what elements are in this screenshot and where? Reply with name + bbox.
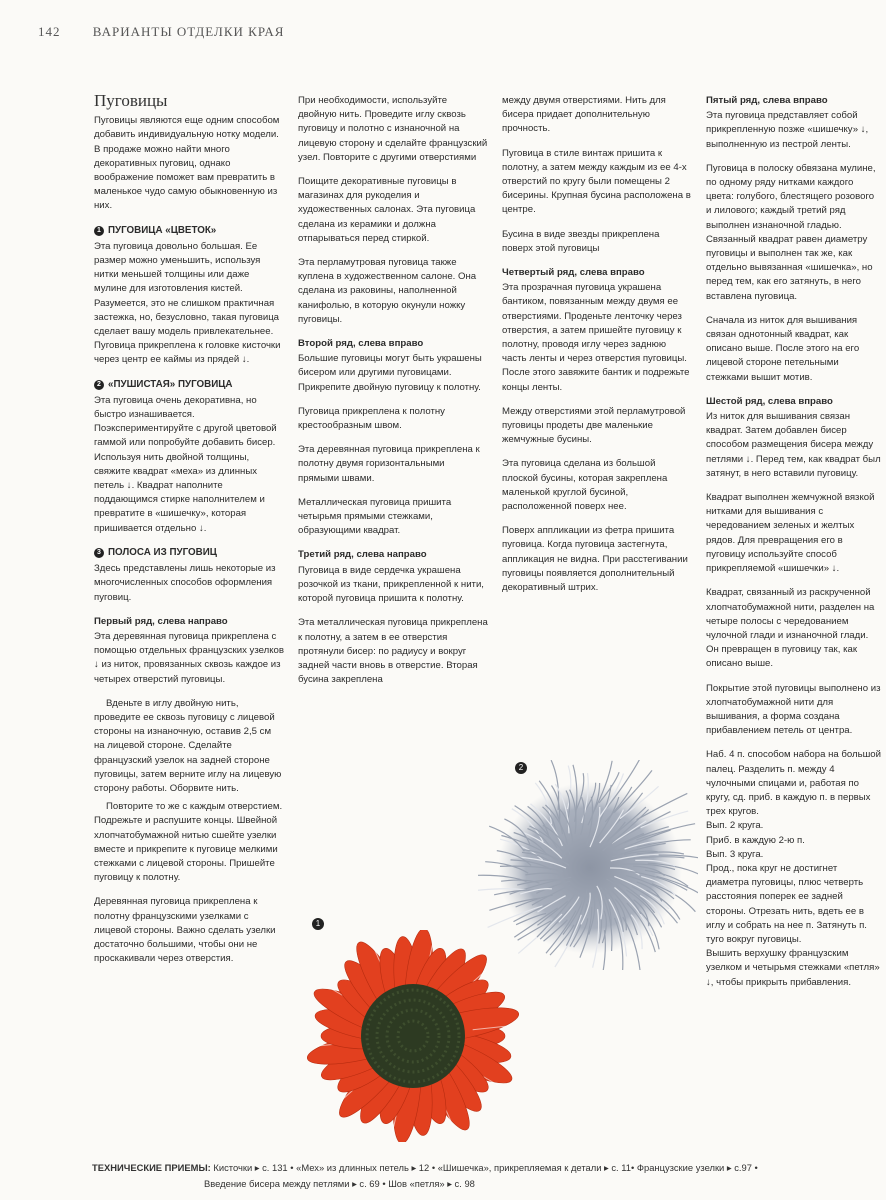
- page-number: 142: [38, 24, 61, 39]
- paragraph: Пуговица в полоску обвязана мулине, по одному ряду нитками каждого цвета: голубого, блестящего розового и лилового; каждый третий ряд выполнен изнаночной гладью. Связанный квадрат равен диаметру пуговицы и выполнен так же, как отдельно вывязанная «шишечка», но перед тем, как его затянуть, в него вставлена пуговица.: [706, 162, 876, 302]
- figure-label-2: 2: [515, 762, 527, 774]
- row-heading: Шестой ряд, слева вправо: [706, 395, 833, 407]
- instruction: Вышить верхушку французским узелком и четырьмя стежками «петля» ↓, чтобы прикрыть прибавления.: [706, 948, 880, 988]
- paragraph: Эта металлическая пуговица прикреплена к полотну, а затем в ее отверстия протянули бисер: по радиусу и вокруг задней части вновь в отверстие. Вторая бусина закреплена: [298, 617, 488, 686]
- number-badge: 3: [94, 548, 104, 558]
- paragraph: Поверх аппликации из фетра пришита пуговица. Когда пуговица застегнута, аппликация не видна. При расстегивании пуговицы появляется дополнительный декоративный штрих.: [502, 525, 688, 594]
- paragraph: Пуговица в стиле винтаж пришита к полотну, а затем между каждым из ее 4-х отверстий по кругу были помещены 2 бисерины. Крупная бусина расположена в центре.: [502, 147, 691, 216]
- paragraph: Эта деревянная пуговица прикреплена с помощью отдельных французских узелков ↓ из ниток, провязанных сквозь каждое из четырех отверстий пуговицы.: [94, 630, 284, 685]
- row-heading: Четвертый ряд, слева вправо: [502, 267, 645, 279]
- paragraph: Эта пуговица сделана из большой плоской бусины, которая закреплена маленькой круглой бусиной, расположенной поверх нее.: [502, 458, 668, 513]
- paragraph: Покрытие этой пуговицы выполнено из хлопчатобумажной нити для вышивания, а форма создана прибавлением петель от центра.: [706, 682, 881, 737]
- flower-button-image: [282, 930, 544, 1142]
- subsection-heading: 3 ПОЛОСА ИЗ ПУГОВИЦ: [94, 546, 284, 560]
- row-heading: Первый ряд, слева направо: [94, 615, 228, 627]
- paragraph: Эта пуговица представляет собой прикрепленную позже «шишечку» ↓, выполненную из пестрой ленты.: [706, 110, 869, 150]
- column-4: [706, 94, 882, 1000]
- column-2: [298, 94, 488, 697]
- paragraph: Бусина в виде звезды прикреплена поверх этой пуговицы: [502, 228, 660, 254]
- number-badge: 1: [94, 226, 104, 236]
- paragraph: Пуговица прикреплена к полотну крестообразным швом.: [298, 405, 445, 432]
- paragraph: Эта пуговица очень декоративна, но быстро изнашивается. Поэкспериментируйте с другой цветовой гаммой или попробуйте добавить бисер. Используя нить двойной толщины, свяжите квадрат «меха» из длинных петель ↓. Квадрат наполните поддающимся стирке наполнителем и превратите в «шишечку», которая пришивается отдельно ↓.: [94, 394, 277, 534]
- paragraph: Пуговица прикреплена к головке кисточки через центр ее каймы из прядей ↓.: [94, 340, 281, 366]
- paragraph: Пуговица в виде сердечка украшена розочкой из ткани, прикрепленной к нити, которой пуговица пришита к полотну.: [298, 564, 484, 605]
- paragraph: Металлическая пуговица пришита четырьмя прямыми стежками, образующими квадрат.: [298, 496, 452, 537]
- column-1: [94, 91, 284, 976]
- paragraph: Здесь представлены лишь некоторые из многочисленных способов оформления пуговиц.: [94, 563, 276, 603]
- paragraph: Между отверстиями этой перламутровой пуговицы продеты две маленькие жемчужные бусины.: [502, 405, 686, 446]
- paragraph: Эта деревянная пуговица прикреплена к полотну двумя горизонтальными прямыми швами.: [298, 444, 480, 484]
- column-3: [502, 94, 692, 605]
- paragraph: Эта перламутровая пуговица также куплена в художественном салоне. Она сделана из раковины, наполненной канифолью, в которую окунули ножку пуговицы.: [298, 257, 477, 325]
- pompom-body: [498, 782, 682, 954]
- paragraph: Деревянная пуговица прикреплена к полотну французскими узелками с лицевой стороны. Важно сделать узелки достаточно большими, чтобы они не проскакивали через отверстия.: [94, 896, 276, 965]
- row-heading: Третий ряд, слева направо: [298, 549, 427, 561]
- running-title: ВАРИАНТЫ ОТДЕЛКИ КРАЯ: [92, 24, 285, 39]
- section-title: Пуговицы: [94, 91, 168, 110]
- paragraph: Поищите декоративные пуговицы в магазинах для рукоделия и художественных салонах. Эта пуговица сделана из керамики и должна отпарываться перед стиркой.: [298, 176, 476, 244]
- paragraph: Эта прозрачная пуговица украшена бантиком, повязанным между двумя ее отверстиями. Проденьте ленточку через отверстия, а затем пришейте пуговицу к полотну, проводя иглу через заднюю часть ленты и через отверстия пуговицы. После этого завяжите бантик и подрежьте концы ленты.: [502, 282, 690, 393]
- paragraph: между двумя отверстиями. Нить для бисера придает дополнительную прочность.: [502, 95, 666, 135]
- subsection-heading: 2 «ПУШИСТАЯ» ПУГОВИЦА: [94, 378, 284, 392]
- instruction: Приб. в каждую 2-ю п.: [706, 834, 805, 846]
- row-heading: Второй ряд, слева вправо: [298, 338, 424, 350]
- footer-techniques: [92, 1160, 882, 1192]
- paragraph: Из ниток для вышивания связан квадрат. Затем добавлен бисер способом размещения бисера между петлями ↓. Перед тем, как квадрат был затянут, в него вставили пуговицу.: [706, 411, 881, 479]
- paragraph: Сначала из ниток для вышивания связан однотонный квадрат, как описано выше. После этого на его лицевой стороне петельными стежками вышит мотив.: [706, 314, 860, 383]
- paragraph: Эта пуговица довольно большая. Ее размер можно уменьшить, используя нитки меньшей толщины или даже мулине для изготовления кистей. Разумеется, это не слишком практичная застежка, но, безусловно, такая пуговица сделает вашу модель привлекательнее.: [94, 240, 280, 338]
- footer-lead: ТЕХНИЧЕСКИЕ ПРИЕМЫ:: [92, 1162, 211, 1173]
- page-header: [38, 24, 284, 40]
- paragraph: Повторите то же с каждым отверстием. Подрежьте и распушите концы. Швейной хлопчатобумажной нитью сшейте узелки вместе и прикрепите к пуговице мелкими стежками с лицевой стороны. Пришейте пуговицу к полотну.: [94, 801, 283, 884]
- paragraph: Вденьте в иглу двойную нить, проведите ее сквозь пуговицу с лицевой стороны на изнаночную, оставив 2,5 см на лицевой стороне. Сделайте французский узелок на задней стороне пуговицы, затем верните иглу на лицевую сторону работы. Оборвите нить.: [94, 697, 282, 794]
- figure-label-1: 1: [312, 918, 324, 930]
- instruction: Наб. 4 п. способом набора на большой палец. Разделить п. между 4 чулочными спицами и, работая по кругу, сд. приб. в каждую п. в первых трех кругов.: [706, 749, 881, 818]
- footer-line-1: Кисточки ▸ с. 131 • «Мех» из длинных петель ▸ 12 • «Шишечка», прикрепляемая к детали ▸ с. 11• Французские узелки ▸ с.97 •: [210, 1162, 758, 1173]
- number-badge: 2: [94, 380, 104, 390]
- paragraph: При необходимости, используйте двойную нить. Проведите иглу сквозь пуговицу и полотно с изнаночной на лицевую сторону и сделайте французский узел. Повторите с другими отверстиями: [298, 95, 488, 163]
- instruction: Вып. 2 круга.: [706, 820, 764, 832]
- paragraph: Большие пуговицы могут быть украшены бисером или другими пуговицами. Прикрепите двойную пуговицу к полотну.: [298, 353, 482, 393]
- instruction: Прод., пока круг не достигнет диаметра пуговицы, плюс четверть расстояния поперек ее задней стороны. Отрезать нить, вдеть ее в иглу и собрать на нее п. Затянуть п. туго вокруг пуговицы.: [706, 862, 867, 945]
- row-heading: Пятый ряд, слева вправо: [706, 95, 828, 106]
- paragraph: Квадрат, связанный из раскрученной хлопчатобумажной нити, разделен на четыре полосы с чередованием чулочной глади и изнаночной глади. Он превращен в пуговицу так, как описано выше.: [706, 587, 875, 670]
- subsection-heading: 1 ПУГОВИЦА «ЦВЕТОК»: [94, 224, 284, 238]
- intro-text: Пуговицы являются еще одним способом добавить индивидуальную нотку модели. В продаже можно найти много декоративных пуговиц, однако воображение поможет вам превратить в маленькое чудо самую обыкновенную из них.: [94, 115, 280, 212]
- instruction: Вып. 3 круга.: [706, 848, 764, 860]
- paragraph: Квадрат выполнен жемчужной вязкой нитками для вышивания с чередованием зеленых и желтых рядов. Для превращения его в пуговицу используйте способ прикрепляемой «шишечки» ↓.: [706, 492, 875, 575]
- footer-line-2: Введение бисера между петлями ▸ с. 69 • Шов «петля» ▸ с. 98: [204, 1178, 475, 1189]
